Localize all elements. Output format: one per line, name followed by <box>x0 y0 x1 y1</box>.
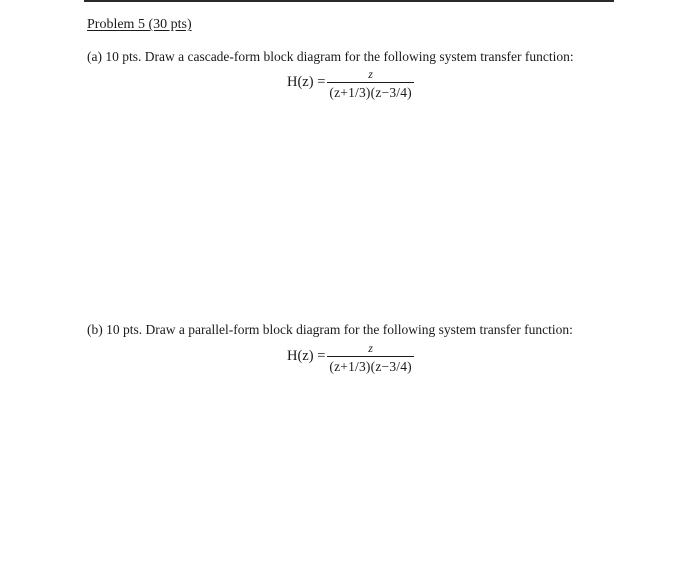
part-a-fraction <box>327 68 414 101</box>
part-b-prompt: (b) 10 pts. Draw a parallel-form block diagram for the following system transfer function: <box>87 322 573 337</box>
part-a-prompt: (a) 10 pts. Draw a cascade-form block diagram for the following system transfer function: <box>87 49 574 64</box>
part-a-equation <box>287 68 414 101</box>
part-b-equation-lhs: H(z) = <box>287 348 326 364</box>
top-divider <box>84 0 614 2</box>
part-a-denominator: (z+1/3)(z−3/4) <box>327 82 414 101</box>
part-b-fraction <box>327 342 414 375</box>
problem-title: Problem 5 (30 pts) <box>87 17 192 32</box>
part-a-equation-lhs: H(z) = <box>287 74 326 90</box>
part-b-equation <box>287 342 414 375</box>
part-b-denominator: (z+1/3)(z−3/4) <box>327 356 414 375</box>
part-a-numerator: z <box>368 67 373 81</box>
part-b-numerator: z <box>368 341 373 355</box>
